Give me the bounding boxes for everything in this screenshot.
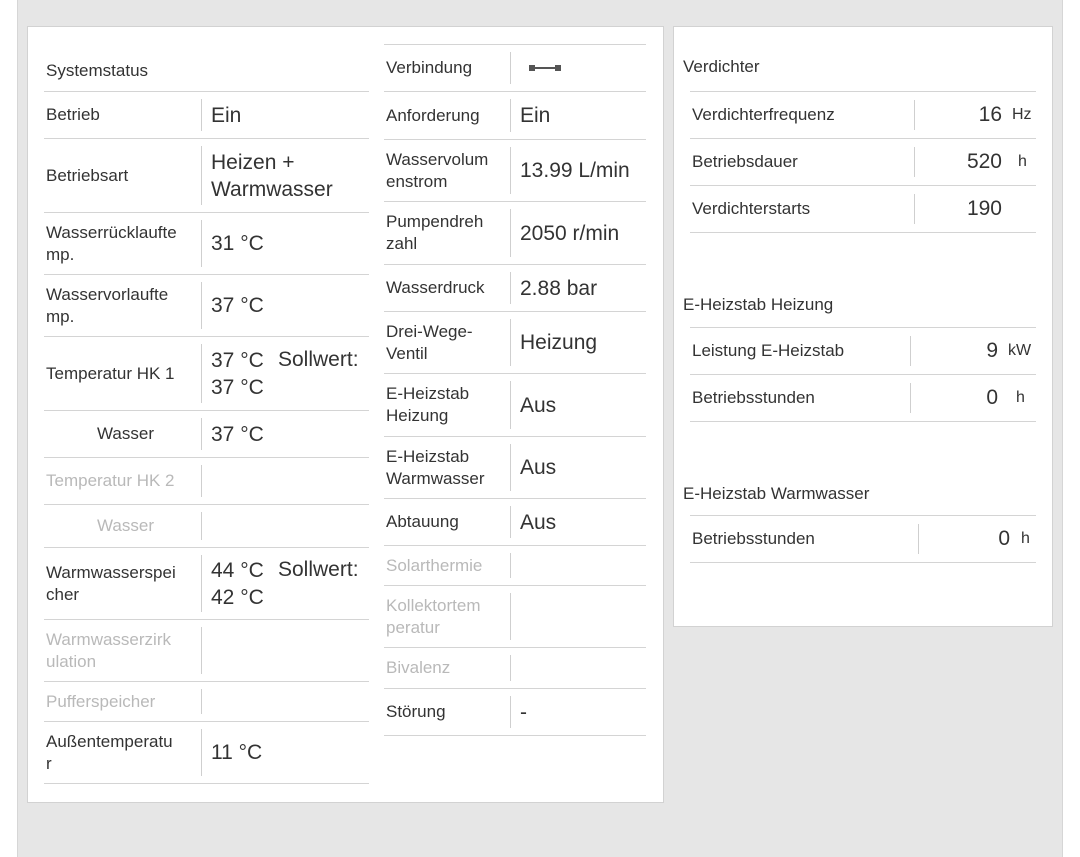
row-label: Leistung E-Heizstab xyxy=(692,341,845,360)
components-card xyxy=(673,26,1053,627)
status-row-betriebsart xyxy=(44,139,369,213)
status-row-wasser-hk2 xyxy=(44,505,369,548)
heizstab-heizung-row-betriebsstunden xyxy=(690,375,1036,422)
row-label: Temperatur HK 1 xyxy=(46,363,175,383)
verdichter-row-starts xyxy=(690,186,1036,233)
row-label: E-Heizstab Heizung xyxy=(386,384,470,425)
row-unit: h xyxy=(1021,530,1030,547)
row-label: Bivalenz xyxy=(386,658,451,677)
row-value: - xyxy=(520,700,527,724)
row-value: 16 xyxy=(978,103,1002,126)
status-row-stoerung xyxy=(384,689,646,736)
row-value: 37 °C xyxy=(211,294,264,317)
row-unit: h xyxy=(1016,389,1025,406)
row-value: 0 xyxy=(998,527,1010,550)
status-row-warmwasserspeicher xyxy=(44,548,369,620)
row-label: Betriebsstunden xyxy=(692,388,815,407)
verdichter-row-betriebsdauer xyxy=(690,139,1036,186)
sollwert-label: Sollwert: xyxy=(278,348,359,371)
row-value: 31 °C xyxy=(211,232,264,255)
row-value: 0 xyxy=(986,386,998,409)
section-title-systemstatus: Systemstatus xyxy=(46,61,149,80)
row-label: Betriebsdauer xyxy=(692,152,798,171)
status-row-eheizstab-warmwasser xyxy=(384,437,646,499)
row-label: Verbindung xyxy=(386,58,473,77)
row-label: Pumpendreh zahl xyxy=(386,212,484,253)
status-row-vorlauf xyxy=(44,275,369,337)
status-row-temperatur-hk2 xyxy=(44,458,369,505)
row-label: Warmwasserzirk ulation xyxy=(46,629,171,671)
status-row-abtauung xyxy=(384,499,646,546)
row-unit: h xyxy=(1018,153,1027,170)
status-row-solarthermie xyxy=(384,546,646,586)
row-value: Aus xyxy=(520,393,557,417)
row-label: Wasservolum enstrom xyxy=(386,149,489,191)
row-value: Heizen + Warmwasser xyxy=(211,150,333,201)
status-row-aussentemperatur xyxy=(44,722,369,784)
row-value: 37 °C 37 °C xyxy=(211,348,264,399)
status-row-wasservolumenstrom xyxy=(384,140,646,202)
row-label: Verdichterstarts xyxy=(692,199,811,218)
row-value: 37 °C xyxy=(211,422,264,446)
verdichter-row-frequenz xyxy=(690,92,1036,139)
status-row-eheizstab-heizung xyxy=(384,374,646,437)
row-label: E-Heizstab Warmwasser xyxy=(386,446,485,488)
row-label: Solarthermie xyxy=(386,555,483,575)
status-row-pufferspeicher xyxy=(44,682,369,722)
row-value: 13.99 L/min xyxy=(520,159,630,182)
row-unit: kW xyxy=(1008,342,1032,359)
status-row-ruecklauf xyxy=(44,213,369,275)
row-label: Kollektortem peratur xyxy=(386,595,481,637)
row-value: 190 xyxy=(966,197,1002,220)
status-row-bivalenz xyxy=(384,648,646,689)
row-unit: Hz xyxy=(1012,106,1032,123)
sollwert-label: Sollwert: xyxy=(278,558,359,581)
device-status-column xyxy=(384,27,646,802)
row-value: 2050 r/min xyxy=(520,221,620,245)
status-row-temperatur-hk1 xyxy=(44,337,369,411)
row-value: Ein xyxy=(520,104,551,127)
status-row-drei-wege-ventil xyxy=(384,312,646,374)
status-row-warmwasserzirkulation xyxy=(44,620,369,682)
row-label: Betriebsart xyxy=(46,165,129,185)
row-label: Wasser xyxy=(97,516,154,535)
status-row-kollektortemperatur xyxy=(384,586,646,648)
status-row-anforderung xyxy=(384,92,646,140)
status-row-betrieb xyxy=(44,92,369,139)
row-value: 44 °C 42 °C xyxy=(211,558,264,609)
row-label: Wasserdruck xyxy=(386,278,485,297)
row-label: Anforderung xyxy=(386,105,480,125)
row-label: Drei-Wege- Ventil xyxy=(386,321,473,363)
section-title-eheizstab-heizung: E-Heizstab Heizung xyxy=(683,295,834,314)
section-title-verdichter: Verdichter xyxy=(683,57,760,76)
row-label: Betrieb xyxy=(46,105,100,124)
row-label: Abtauung xyxy=(386,512,459,531)
heizstab-warmwasser-row-betriebsstunden xyxy=(690,516,1036,563)
row-label: Störung xyxy=(386,702,446,721)
row-value: Aus xyxy=(520,456,557,479)
row-label: Pufferspeicher xyxy=(46,691,156,711)
row-label: Außentemperatu r xyxy=(46,731,173,773)
row-value: 2.88 bar xyxy=(520,276,598,300)
row-value: 520 xyxy=(966,150,1002,173)
row-value: Ein xyxy=(211,103,242,127)
row-label: Wasser xyxy=(97,424,154,443)
row-value: Aus xyxy=(520,510,557,534)
connection-icon xyxy=(529,45,561,91)
row-label: Wasserrücklaufte mp. xyxy=(46,222,177,264)
row-value: Heizung xyxy=(520,331,598,354)
system-status-column xyxy=(44,27,369,802)
row-label: Temperatur HK 2 xyxy=(46,471,175,490)
row-label: Verdichterfrequenz xyxy=(692,105,835,124)
heizstab-heizung-row-leistung xyxy=(690,328,1036,375)
status-row-verbindung xyxy=(384,45,646,92)
row-label: Warmwasserspei cher xyxy=(46,562,176,604)
row-label: Wasservorlaufte mp. xyxy=(46,284,169,326)
status-card xyxy=(27,26,664,803)
status-row-pumpendrehzahl xyxy=(384,202,646,265)
row-value: 11 °C xyxy=(211,741,263,764)
status-row-wasserdruck xyxy=(384,265,646,312)
row-label: Betriebsstunden xyxy=(692,529,815,548)
row-value: 9 xyxy=(986,339,998,362)
status-row-wasser-hk1 xyxy=(44,411,369,458)
section-title-eheizstab-warmwasser: E-Heizstab Warmwasser xyxy=(683,484,870,503)
